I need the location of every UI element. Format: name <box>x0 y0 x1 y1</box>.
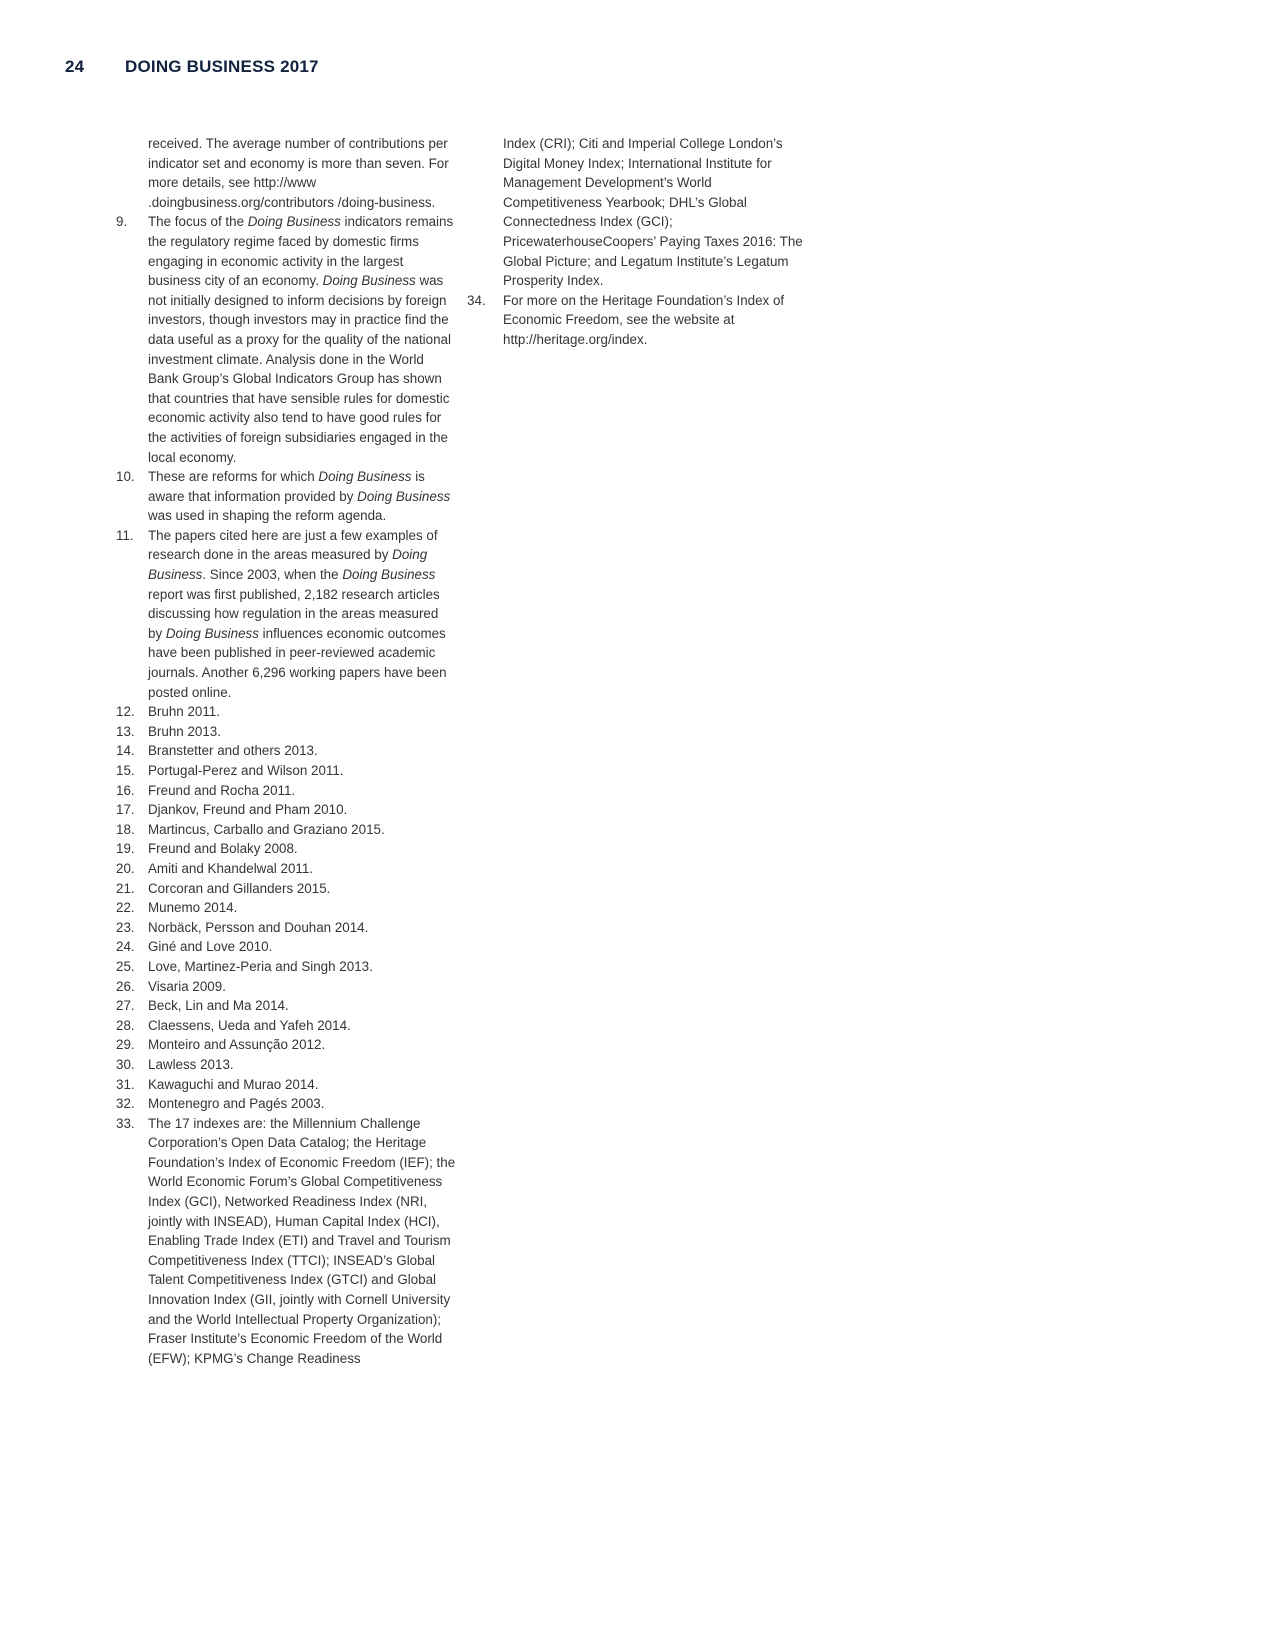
text-segment: Lawless 2013. <box>148 1056 234 1072</box>
text-segment: Djankov, Freund and Pham 2010. <box>148 802 348 818</box>
text-segment: The focus of the <box>148 214 248 230</box>
endnote-number: 25. <box>116 958 135 974</box>
endnote <box>116 879 456 899</box>
endnote <box>116 937 456 957</box>
endnote-number: 30. <box>116 1056 135 1072</box>
page-header <box>65 54 319 80</box>
endnote-text <box>148 1114 456 1369</box>
endnote-text <box>148 839 456 859</box>
endnote <box>116 1114 456 1369</box>
endnote-text <box>148 898 456 918</box>
endnote-text <box>148 1055 456 1075</box>
endnote-text <box>148 1094 456 1114</box>
endnote-number: 9. <box>116 214 128 230</box>
italic-title: Doing Business <box>342 567 436 583</box>
text-segment: These are reforms for which <box>148 469 319 485</box>
endnote-number: 15. <box>116 763 135 778</box>
endnote <box>116 839 456 859</box>
text-segment: Portugal-Perez and Wilson 2011. <box>148 763 344 778</box>
endnote-text <box>148 957 456 977</box>
endnote <box>116 467 456 526</box>
endnote-number: 18. <box>116 821 135 837</box>
text-segment: Visaria 2009. <box>148 978 226 994</box>
endnote-number: 23. <box>116 919 135 935</box>
endnote-text <box>148 781 456 801</box>
endnote-number: 19. <box>116 841 135 857</box>
endnote-number: 20. <box>116 860 135 876</box>
endnote-number: 29. <box>116 1037 135 1053</box>
endnote-text <box>148 1016 456 1036</box>
endnote-list <box>467 291 812 350</box>
endnote <box>116 1055 456 1075</box>
endnote <box>116 977 456 997</box>
text-segment: Munemo 2014. <box>148 900 238 916</box>
endnote-number: 34. <box>467 292 486 308</box>
endnote-number: 12. <box>116 704 135 720</box>
text-segment: Freund and Bolaky 2008. <box>148 841 298 857</box>
text-segment: was not initially designed to inform decisions by foreign investors, though investors may in practice find the data useful as a proxy for the quality of the national investment climate. Analysis done in the World Bank Group’s Global Indicators Group has shown that countries that have sensible rules for domestic economic activity also tend to have good rules for the activities of foreign subsidiaries engaged in the local economy. <box>148 273 451 465</box>
endnote <box>116 702 456 722</box>
page-number: 24 <box>65 57 85 76</box>
text-segment: Branstetter and others 2013. <box>148 743 318 759</box>
endnote-number: 11. <box>116 527 134 543</box>
endnote-number: 28. <box>116 1017 135 1033</box>
running-title: DOING BUSINESS 2017 <box>125 57 319 76</box>
endnote <box>116 1094 456 1114</box>
endnote-number: 31. <box>116 1076 135 1092</box>
endnote-text <box>148 918 456 938</box>
endnote-text <box>148 820 456 840</box>
text-segment: . Since 2003, when the <box>202 567 343 583</box>
endnote-number: 24. <box>116 939 135 955</box>
endnote <box>116 212 456 467</box>
text-segment: Bruhn 2011. <box>148 704 220 720</box>
text-segment: influences economic outcomes have been published in peer-reviewed academic journals. Another 6,296 working papers have been posted online. <box>148 625 447 700</box>
endnote-text <box>148 467 456 526</box>
endnote-number: 14. <box>116 743 135 759</box>
endnote-text <box>148 761 456 781</box>
endnote-text <box>148 722 456 742</box>
endnote <box>116 996 456 1016</box>
endnotes-right-column <box>467 134 812 350</box>
endnote-number: 33. <box>116 1115 135 1131</box>
endnote-text <box>148 702 456 722</box>
endnote-text <box>148 800 456 820</box>
endnote <box>116 859 456 879</box>
endnote <box>116 957 456 977</box>
endnote <box>116 722 456 742</box>
endnote-continuation: Index (CRI); Citi and Imperial College London’s Digital Money Index; International Institute for Management Development’s World Competitiveness Yearbook; DHL’s Global Connectedness Index (GCI); PricewaterhouseCoopers’ Paying Taxes 2016: The Global Picture; and Legatum Institute’s Legatum Prosperity Index. <box>503 136 803 289</box>
endnote-text <box>148 212 456 467</box>
endnote-text <box>148 859 456 879</box>
endnote <box>116 1016 456 1036</box>
endnote-text <box>148 1035 456 1055</box>
endnote-number: 22. <box>116 900 135 916</box>
endnote-continuation: received. The average number of contributions per indicator set and economy is more than seven. For more details, see http://www .doingbusiness.org/contributors /doing-business. <box>148 136 449 210</box>
endnote-text <box>148 996 456 1016</box>
endnote <box>116 526 456 702</box>
text-segment: Amiti and Khandelwal 2011. <box>148 860 314 876</box>
text-segment: Corcoran and Gillanders 2015. <box>148 880 331 896</box>
italic-title: Doing Business <box>322 273 416 289</box>
text-segment: Montenegro and Pagés 2003. <box>148 1096 325 1112</box>
endnote-text <box>148 977 456 997</box>
endnote <box>116 820 456 840</box>
endnote <box>116 800 456 820</box>
endnote-list <box>116 212 456 1368</box>
endnote-text <box>148 879 456 899</box>
text-segment: Martincus, Carballo and Graziano 2015. <box>148 821 385 837</box>
text-segment: Claessens, Ueda and Yafeh 2014. <box>148 1017 351 1033</box>
endnotes-left-column <box>116 134 456 1368</box>
endnote-text <box>148 1075 456 1095</box>
text-segment: report was first published, 2,182 research articles discussing how regulation in the areas measured by <box>148 586 440 641</box>
endnote <box>116 781 456 801</box>
endnote <box>116 741 456 761</box>
endnote-text <box>148 741 456 761</box>
italic-title: Doing Business <box>247 214 341 230</box>
endnote <box>467 291 812 350</box>
text-segment: Beck, Lin and Ma 2014. <box>148 998 289 1014</box>
text-segment: was used in shaping the reform agenda. <box>148 508 387 524</box>
text-segment: Norbäck, Persson and Douhan 2014. <box>148 919 369 935</box>
endnote <box>116 898 456 918</box>
endnote <box>116 761 456 781</box>
endnote <box>116 1035 456 1055</box>
endnote-text <box>148 937 456 957</box>
text-segment: is aware that information provided by <box>148 469 425 504</box>
text-segment: indicators remains the regulatory regime faced by domestic firms engaging in economic activity in the largest business city of an economy. <box>148 214 454 289</box>
text-segment: The 17 indexes are: the Millennium Challenge Corporation’s Open Data Catalog; the Heritage Foundation’s Index of Economic Freedom (IEF); the World Economic Forum’s Global Competitiveness Index (GCI), Networked Readiness Index (NRI, jointly with INSEAD), Human Capital Index (HCI), Enabling Trade Index (ETI) and Travel and Tourism Competitiveness Index (TTCI); INSEAD’s Global Talent Competitiveness Index (GTCI) and Global Innovation Index (GII, jointly with Cornell University and the World Intellectual Property Organization); Fraser Institute’s Economic Freedom of the World (EFW); KPMG’s Change Readiness <box>148 1115 456 1366</box>
endnote-number: 17. <box>116 802 135 818</box>
text-segment: Bruhn 2013. <box>148 723 221 739</box>
endnote-number: 13. <box>116 723 135 739</box>
endnote-number: 27. <box>116 998 135 1014</box>
endnote-number: 16. <box>116 782 135 798</box>
text-segment: Giné and Love 2010. <box>148 939 273 955</box>
endnote <box>116 1075 456 1095</box>
endnote-number: 21. <box>116 880 135 896</box>
text-segment: Love, Martinez-Peria and Singh 2013. <box>148 958 373 974</box>
endnote-number: 26. <box>116 978 135 994</box>
endnote-number: 32. <box>116 1096 135 1112</box>
italic-title: Doing Business <box>318 469 412 485</box>
text-segment: Freund and Rocha 2011. <box>148 782 296 798</box>
text-segment: For more on the Heritage Foundation’s Index of Economic Freedom, see the website at http://heritage.org/index. <box>503 292 785 347</box>
italic-title: Doing Business <box>357 488 451 504</box>
endnote-number: 10. <box>116 469 135 485</box>
endnote <box>116 918 456 938</box>
text-segment: Kawaguchi and Murao 2014. <box>148 1076 319 1092</box>
italic-title: Doing Business <box>165 625 259 641</box>
endnote-text <box>503 291 812 350</box>
endnote-text <box>148 526 456 702</box>
text-segment: Monteiro and Assunção 2012. <box>148 1037 326 1053</box>
text-segment: The papers cited here are just a few examples of research done in the areas measured by <box>148 527 438 563</box>
italic-title: Doing Business <box>148 547 428 583</box>
